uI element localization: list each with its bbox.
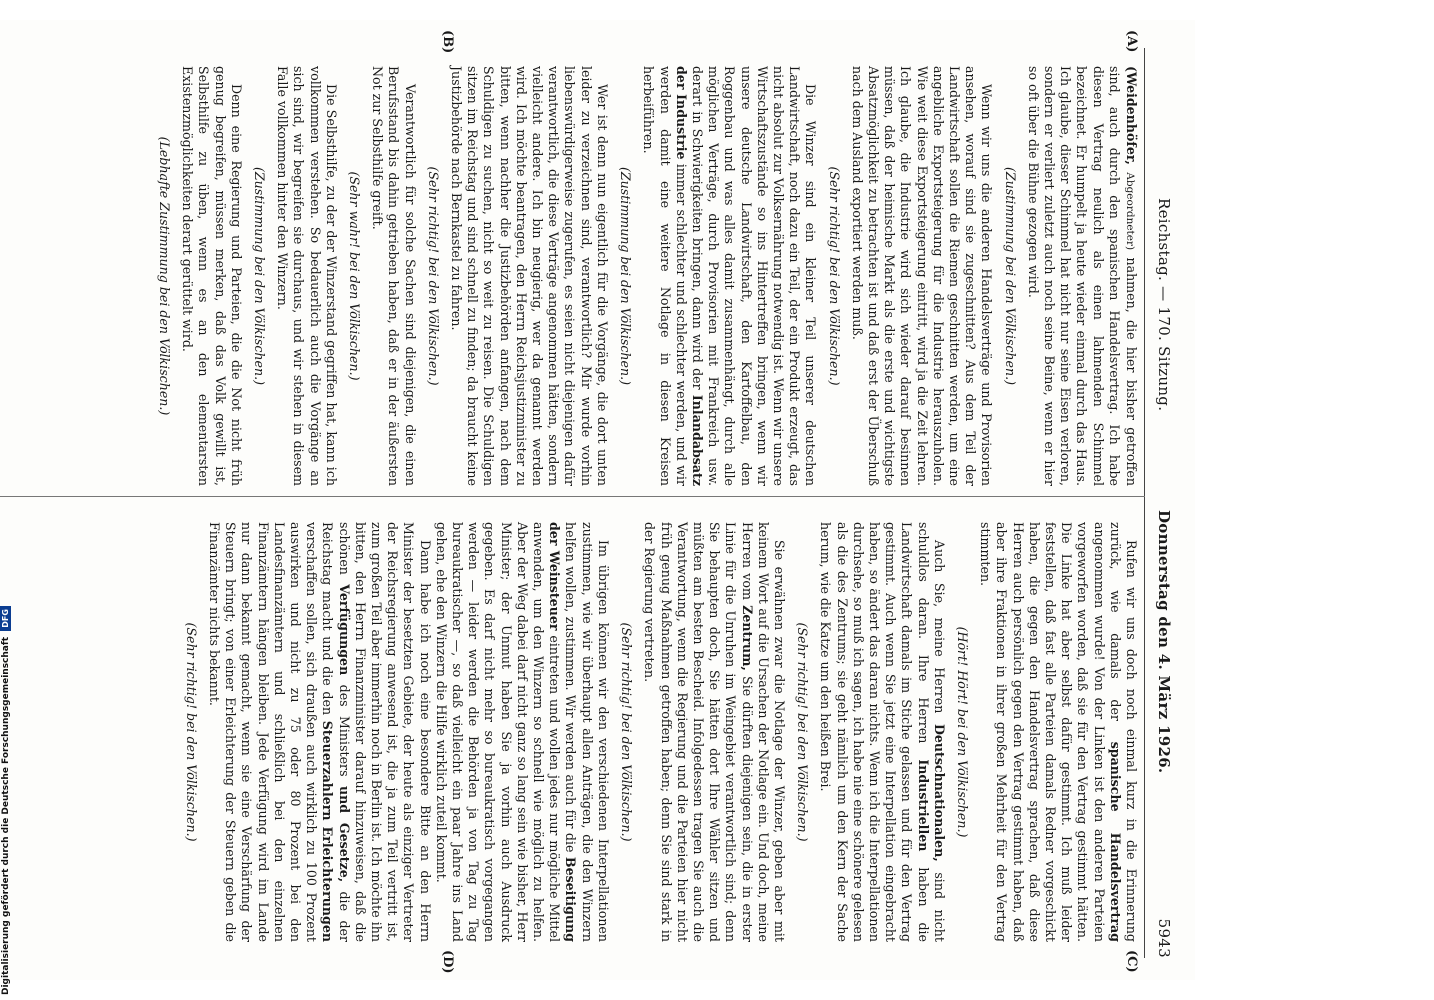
page-header <box>1149 48 1173 958</box>
emphasis: Industriellen <box>915 759 931 852</box>
paragraph-text: Rufen wir uns doch noch einmal kurz in die Erinnerung zurück, wie damals der <box>1107 522 1139 942</box>
paragraph <box>817 522 947 942</box>
reaction: (Zustimmung bei den Völkischen.) <box>1002 167 1018 385</box>
paragraph <box>433 522 611 942</box>
paragraph-text: Die Winzer sind ein kleiner Teil unserer deutschen Landwirtschaft, noch dazu ein Teil, der ein Produkt erzeugt, das nicht absolut zur Volksernährung notwendig ist. Wenn wir unsere Wirtschaftszustände so ins Hintertreffen bringen, wenn wir unsere deutsche Landwirtschaft, den Kartoffelbau, den Roggenbau und was alles damit zusammenhängt, durch alle möglichen Verträge, durch Provisorien mit Frankreich usw. derart in Schwierigkeiten bringen, dann wird der <box>689 66 819 486</box>
paragraph <box>641 522 787 942</box>
emphasis: Inlandabsatz der Industrie <box>673 66 705 486</box>
paragraph <box>977 522 1139 942</box>
paragraph-text: Dann habe ich noch eine besondere Bitte an den Herrn Minister der besetzten Gebiete, der heute als einziger Vertreter der Reichsregierung anwesend ist, die ja zum Teil vertritt ist, zum großen Teil aber immerhin noch in Berlin ist. Ich möchte ihn bitten, den Herrn Finanzminister darauf hinzuweisen, daß die schönen <box>336 522 433 942</box>
paragraph-text: angenommen wurde! Von der Linken ist den anderen Parteien vorgeworfen worden, daß sie für den Vertrag gestimmt hätten. Die Linke hat aber selbst dafür gestimmt. Ich muß leider feststellen, daß fast alle Parteien damals Redner vorgeschickt haben, die gegen den Handelsvertrag sprachen, daß diese Herren auch persönlich gegen den Vertrag gestimmt haben, daß aber ihre Fraktionen in ihrer großen Mehrheit für den Vertrag stimmten. <box>978 522 1107 942</box>
paragraph-text: die der Reichstag macht und die den <box>320 522 352 942</box>
left-column <box>149 66 1139 486</box>
paragraph: Denn eine Regierung und Parteien, die die Not nicht früh genug begreifen, müssen merken, daß das Volk gewillt ist, Selbsthilfe zu üben, wenn es an den elementarsten Existenzmöglichkeiten derart gerüttelt wird. <box>180 66 244 486</box>
reaction: (Sehr richtig! bei den Völkischen.) <box>183 622 199 842</box>
paragraph <box>640 66 818 486</box>
emphasis: Deutschnationalen, <box>931 723 947 862</box>
paragraph <box>206 522 433 942</box>
paragraph: Wer ist denn nun eigentlich für die Vorgänge, die dort unten leider zu verzeichnen sind, verantwortlich? Mir wurde vorhin liebenswürdigerweise zugerufen, es seien nicht diejenigen dafür verantwortlich, die diese Verträge angenommen hätten, sondern vielleicht andere. Ich bin neugierig, wer da genannt werden wird. Ich möchte beantragen, den Herrn Reichsjustizminister zu bitten, wenn nachher die Justizbehörden anfangen, nach dem Schuldigen zu suchen, nicht so weit zu reisen. Die Schuldigen sitzen im Reichstag und sind schnell zu finden; da braucht keine Justizbehörde nach Bernkastel zu fahren. <box>449 66 610 486</box>
dfg-logo: DFG <box>0 606 11 631</box>
emphasis: spanische Handelsvertrag <box>1107 741 1123 942</box>
paragraph-text: Auch Sie, meine Herren <box>931 540 947 714</box>
emphasis: Beseitigung der Weinsteuer <box>547 522 579 942</box>
reaction: (Sehr richtig! bei den Völkischen.) <box>826 166 842 386</box>
paragraph-text: immer schlechter und schlechter werden, und wir werden damit eine weitere Notlage in diesen Kreisen herbeiführen. <box>641 66 689 486</box>
reaction: (Sehr wahr! bei den Völkischen.) <box>347 171 363 381</box>
paragraph-text: Im übrigen können wir den verschiedenen Interpellationen zustimmen, wie wir überhaupt allen Anträgen, die den Winzern helfen wollen, zustimmen. Wir werden auch für die <box>563 522 611 942</box>
session-title: Reichstag. — 170. Sitzung. <box>1155 198 1173 412</box>
digitization-credit <box>0 595 14 995</box>
credit-text: Digitalisierung gefördert durch die Deutsche Forschungsgemeinschaft <box>1 636 11 995</box>
reaction: (Zustimmung bei den Völkischen.) <box>618 167 634 385</box>
emphasis: Steuerzahlern Erleichterungen <box>320 720 336 942</box>
right-column <box>176 522 1139 942</box>
margin-mark-b: (B) <box>440 30 455 54</box>
reaction: (Lebhafte Zustimmung bei den Völkischen.) <box>157 136 173 416</box>
paragraph-text: nahmen, die hier bisher getroffen sind, auch durch den spanischen Handelsvertrag. Ich habe diesen Vertrag neulich als einen lahmenden Schimmel bezeichnet. Er humpelt ja heute wieder einmal durch das Haus. Ich glaube, dieser Schimmel hat nicht nur seine Eisen verloren, sondern er verliert zuletzt auch noch seine Beine, wenn er hier so oft über die Bühne gezogen wird. <box>1025 66 1139 486</box>
margin-mark-d: (D) <box>440 950 455 974</box>
scanned-page <box>0 20 1195 980</box>
paragraph-text: eintreten und wollen jedes nur mögliche Mittel anwenden, um den Winzern so schnell wie möglich zu helfen. Aber der Weg dabei darf nicht ganz so lang sein wie bisher, Herr Minister; der Unmut haben Sie ja vorhin auch Ausdruck gegeben. Es darf nicht mehr so bureaukratisch vorgegangen werden — leider werden die Behörden ja von Tag zu Tag bureaukratischer —, so daß vielleicht ein paar Jahre ins Land gehen, ehe den Winzern die Hilfe wirklich zuteil kommt. <box>433 522 563 942</box>
speaker-role: Abgeordneter) <box>1124 172 1136 251</box>
reaction: (Sehr richtig! bei den Völkischen.) <box>425 166 441 386</box>
paragraph: Verantwortlich für solche Sachen sind diejenigen, die einen Berufsstand bis dahin getrieben haben, daß er in der äußersten Not zur Selbsthilfe greift. <box>370 66 418 486</box>
speaker-name: (Weidenhöfer, <box>1124 66 1139 165</box>
reaction: (Sehr richtig! bei den Völkischen.) <box>619 622 635 842</box>
paragraph <box>1025 66 1139 486</box>
paragraph-text: verschaffen sollen, sich draußen auch wirklich zu 100 Prozent auswirken und nicht zu 75 oder 80 Prozent bei den Landesfinanzämtern und schließlich bei den einzelnen Finanzämtern hängen bleiben. Jede Verfügung wird im Lande nur dann bekannt gemacht, wenn sie eine Verschärfung der Steuern bringt; von einer Erleichterung der Steuern geben die Finanzämter nichts bekannt. <box>207 522 320 942</box>
reaction: (Hört! Hört! bei den Völkischen.) <box>954 626 970 838</box>
session-date: Donnerstag den 4. März 1926. <box>1155 510 1173 774</box>
column-divider <box>0 496 1145 497</box>
paragraph: Die Selbsthilfe, zu der der Winzerstand gegriffen hat, kann ich vollkommen verstehen. So bedauerlich auch die Vorgänge an sich sind, wir begreifen sie durchaus, und wir stehen in diesem Falle vollkommen hinter den Winzern. <box>275 66 339 486</box>
margin-mark-a: (A) <box>1124 30 1139 53</box>
emphasis: Zentrum, <box>739 605 755 671</box>
margin-mark-c: (C) <box>1124 950 1139 973</box>
header-rule <box>1144 48 1145 958</box>
page-number: 5943 <box>1155 918 1173 958</box>
reaction: (Sehr richtig! bei den Völkischen.) <box>795 622 811 842</box>
emphasis: und Gesetze, <box>336 785 352 883</box>
reaction: (Zustimmung bei den Völkischen.) <box>252 167 268 385</box>
emphasis: Verfügungen <box>336 584 352 676</box>
paragraph: Wenn wir uns die anderen Handelsverträge und Provisorien ansehen, worauf sind sie zugeschnitten? Aus dem Teil der Landwirtschaft sollen die Riemen geschnitten werden, um eine angebliche Exportsteigerung für die Industrie herauszuholen. Wie weit diese Exportsteigerung eintritt, wird ja die Zeit lehren. Ich glaube, die Industrie wird sich wieder darauf besinnen müssen, daß der heimische Markt als die erste und wichtigste Absatzmöglichkeit zu betrachten ist und daß erst der Überschuß nach dem Ausland exportiert werden muß. <box>849 66 995 486</box>
paragraph-text: haben die Landwirtschaft damals im Stiche gelassen und für den Vertrag gestimmt. Auch wenn Sie jetzt eine Interpellation eingebracht haben, so ändert das daran nichts. Wenn ich die Interpellationen durchsehe, so muß ich sagen, ich habe nie eine schönere gelesen als die des Zentrums; sie geht nämlich um den Kern der Sache herum, wie die Katze um den heißen Brei. <box>818 522 931 942</box>
paragraph-text: Sie dürften diejenigen sein, die in erster Linie für die Unruhen im Weingebiet verantwortlich sind; denn Sie behaupten doch, Sie hätten dort Ihre Wähler sitzen und müßten am besten Bescheid. Infolgedessen tragen Sie auch die Verantwortung, wenn die Regierung und die Parteien hier nicht früh genug Maßnahmen getroffen haben; denn Sie sind stark in der Regierung vertreten. <box>642 522 755 942</box>
paragraph-text: sind nicht schuldlos daran. Ihre Herren <box>915 522 947 942</box>
paragraph-text: Sie erwähnen zwar die Notlage der Winzer, geben aber mit keinem Wort auf die Ursachen der Notlage ein. Und doch, meine Herren vom <box>739 522 787 942</box>
paragraph-text: des Ministers <box>336 684 352 777</box>
